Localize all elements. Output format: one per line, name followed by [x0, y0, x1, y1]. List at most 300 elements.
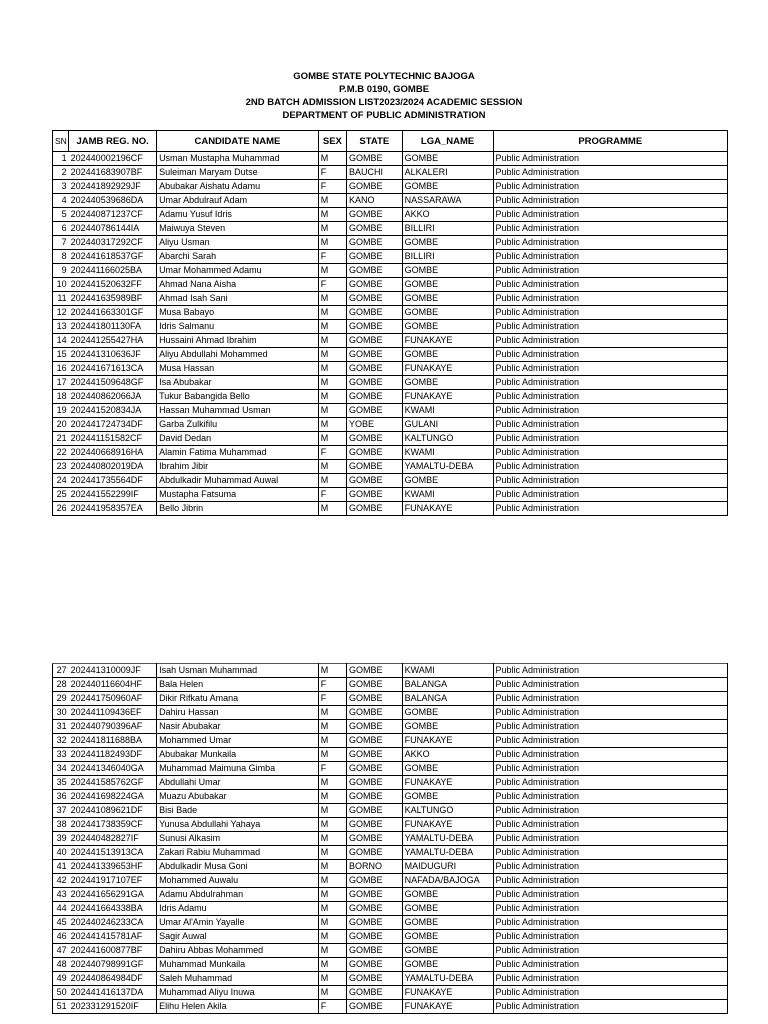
cell-jamb-reg-no: 202441255427HA	[69, 334, 157, 348]
cell-candidate-name: Abarchi Sarah	[157, 250, 319, 264]
cell-lga-name: MAIDUGURI	[402, 860, 493, 874]
table-row	[53, 362, 728, 376]
cell-jamb-reg-no: 202441415781AF	[69, 930, 157, 944]
cell-jamb-reg-no: 202441917107EF	[69, 874, 157, 888]
cell-programme: Public Administration	[493, 390, 727, 404]
cell-lga-name: GOMBE	[402, 762, 493, 776]
cell-jamb-reg-no: 202441585762GF	[69, 776, 157, 790]
cell-candidate-name: Bala Helen	[157, 678, 319, 692]
cell-state: GOMBE	[347, 958, 403, 972]
cell-lga-name: FUNAKAYE	[402, 502, 493, 516]
cell-state: GOMBE	[347, 376, 403, 390]
cell-sex: M	[318, 348, 346, 362]
cell-candidate-name: Muhammad Maimuna Gimba	[157, 762, 319, 776]
cell-programme: Public Administration	[493, 720, 727, 734]
cell-sex: M	[318, 264, 346, 278]
cell-programme: Public Administration	[493, 706, 727, 720]
table-row	[53, 916, 728, 930]
cell-state: GOMBE	[347, 846, 403, 860]
cell-state: GOMBE	[347, 152, 403, 166]
cell-jamb-reg-no: 202441509648GF	[69, 376, 157, 390]
cell-sn: 3	[53, 180, 69, 194]
cell-jamb-reg-no: 202441339653HF	[69, 860, 157, 874]
cell-candidate-name: Isa Abubakar	[157, 376, 319, 390]
cell-state: GOMBE	[347, 748, 403, 762]
cell-jamb-reg-no: 202441635989BF	[69, 292, 157, 306]
cell-candidate-name: Alamin Fatima Muhammad	[157, 446, 319, 460]
table-body	[53, 152, 728, 516]
cell-jamb-reg-no: 202440668916HA	[69, 446, 157, 460]
table-row	[53, 832, 728, 846]
cell-jamb-reg-no: 202441151582CF	[69, 432, 157, 446]
table-row	[53, 334, 728, 348]
cell-programme: Public Administration	[493, 1000, 727, 1014]
cell-sn: 42	[53, 874, 69, 888]
cell-jamb-reg-no: 202441416137DA	[69, 986, 157, 1000]
cell-sn: 30	[53, 706, 69, 720]
cell-lga-name: NAFADA/BAJOGA	[402, 874, 493, 888]
cell-programme: Public Administration	[493, 264, 727, 278]
document-header	[0, 70, 768, 122]
cell-programme: Public Administration	[493, 762, 727, 776]
cell-programme: Public Administration	[493, 194, 727, 208]
cell-lga-name: GOMBE	[402, 180, 493, 194]
cell-candidate-name: Usman Mustapha Muhammad	[157, 152, 319, 166]
cell-programme: Public Administration	[493, 222, 727, 236]
cell-lga-name: AKKO	[402, 748, 493, 762]
table-row	[53, 706, 728, 720]
cell-lga-name: GOMBE	[402, 888, 493, 902]
cell-candidate-name: Muazu Abubakar	[157, 790, 319, 804]
table-row	[53, 264, 728, 278]
cell-lga-name: FUNAKAYE	[402, 362, 493, 376]
table-row	[53, 432, 728, 446]
cell-state: GOMBE	[347, 1000, 403, 1014]
cell-state: GOMBE	[347, 180, 403, 194]
table-row	[53, 818, 728, 832]
cell-sn: 34	[53, 762, 69, 776]
cell-sn: 45	[53, 916, 69, 930]
cell-sex: M	[318, 958, 346, 972]
cell-lga-name: GOMBE	[402, 720, 493, 734]
table-row	[53, 874, 728, 888]
cell-sex: M	[318, 292, 346, 306]
cell-state: GOMBE	[347, 776, 403, 790]
cell-lga-name: GOMBE	[402, 958, 493, 972]
table-row	[53, 208, 728, 222]
cell-sex: M	[318, 502, 346, 516]
cell-sex: F	[318, 180, 346, 194]
cell-sn: 39	[53, 832, 69, 846]
cell-sex: M	[318, 152, 346, 166]
cell-lga-name: GOMBE	[402, 348, 493, 362]
cell-programme: Public Administration	[493, 292, 727, 306]
institution-address: P.M.B 0190, GOMBE	[338, 84, 430, 95]
cell-state: GOMBE	[347, 236, 403, 250]
cell-candidate-name: Maiwuya Steven	[157, 222, 319, 236]
cell-lga-name: BILLIRI	[402, 222, 493, 236]
table-row	[53, 390, 728, 404]
cell-programme: Public Administration	[493, 432, 727, 446]
table-body	[53, 664, 728, 1014]
cell-sex: M	[318, 902, 346, 916]
cell-sex: M	[318, 972, 346, 986]
cell-lga-name: GOMBE	[402, 278, 493, 292]
cell-jamb-reg-no: 202441811688BA	[69, 734, 157, 748]
cell-state: GOMBE	[347, 804, 403, 818]
cell-jamb-reg-no: 202440482827IF	[69, 832, 157, 846]
cell-state: GOMBE	[347, 474, 403, 488]
cell-candidate-name: Mustapha Fatsuma	[157, 488, 319, 502]
table-row	[53, 748, 728, 762]
cell-jamb-reg-no: 202441182493DF	[69, 748, 157, 762]
cell-sex: M	[318, 474, 346, 488]
table-row	[53, 972, 728, 986]
cell-sex: M	[318, 720, 346, 734]
cell-lga-name: GOMBE	[402, 916, 493, 930]
cell-sn: 43	[53, 888, 69, 902]
cell-lga-name: KWAMI	[402, 446, 493, 460]
cell-jamb-reg-no: 202441520834JA	[69, 404, 157, 418]
cell-candidate-name: Adamu Abdulrahman	[157, 888, 319, 902]
table-header-row	[53, 131, 728, 152]
cell-programme: Public Administration	[493, 376, 727, 390]
cell-programme: Public Administration	[493, 502, 727, 516]
cell-jamb-reg-no: 202441520632FF	[69, 278, 157, 292]
cell-candidate-name: Umar Al'Amin Yayalle	[157, 916, 319, 930]
cell-candidate-name: Ibrahim Jibir	[157, 460, 319, 474]
cell-jamb-reg-no: 202440116604HF	[69, 678, 157, 692]
cell-candidate-name: David Dedan	[157, 432, 319, 446]
cell-sn: 44	[53, 902, 69, 916]
cell-sex: M	[318, 790, 346, 804]
column-header-sn: SN	[53, 131, 69, 152]
cell-candidate-name: Sagir Auwal	[157, 930, 319, 944]
cell-candidate-name: Bisi Bade	[157, 804, 319, 818]
cell-programme: Public Administration	[493, 734, 727, 748]
cell-jamb-reg-no: 202441683907BF	[69, 166, 157, 180]
cell-lga-name: GOMBE	[402, 790, 493, 804]
cell-state: BORNO	[347, 860, 403, 874]
cell-jamb-reg-no: 202441513913CA	[69, 846, 157, 860]
cell-jamb-reg-no: 202441801130FA	[69, 320, 157, 334]
cell-sn: 14	[53, 334, 69, 348]
cell-programme: Public Administration	[493, 250, 727, 264]
cell-sex: M	[318, 460, 346, 474]
cell-programme: Public Administration	[493, 944, 727, 958]
table-row	[53, 502, 728, 516]
cell-sn: 15	[53, 348, 69, 362]
cell-sex: M	[318, 432, 346, 446]
cell-state: GOMBE	[347, 292, 403, 306]
table-row	[53, 944, 728, 958]
cell-candidate-name: Abubakar Aishatu Adamu	[157, 180, 319, 194]
cell-sn: 2	[53, 166, 69, 180]
table-row	[53, 166, 728, 180]
cell-lga-name: KALTUNGO	[402, 432, 493, 446]
cell-lga-name: BILLIRI	[402, 250, 493, 264]
cell-sn: 40	[53, 846, 69, 860]
cell-jamb-reg-no: 202440864984DF	[69, 972, 157, 986]
cell-sn: 46	[53, 930, 69, 944]
cell-lga-name: FUNAKAYE	[402, 776, 493, 790]
cell-candidate-name: Saleh Muhammad	[157, 972, 319, 986]
cell-state: GOMBE	[347, 488, 403, 502]
cell-programme: Public Administration	[493, 488, 727, 502]
cell-jamb-reg-no: 202331291520IF	[69, 1000, 157, 1014]
cell-jamb-reg-no: 202441671613CA	[69, 362, 157, 376]
cell-candidate-name: Aliyu Abdullahi Mohammed	[157, 348, 319, 362]
cell-sex: M	[318, 236, 346, 250]
cell-sex: F	[318, 488, 346, 502]
cell-state: GOMBE	[347, 664, 403, 678]
cell-sn: 13	[53, 320, 69, 334]
cell-jamb-reg-no: 202441958357EA	[69, 502, 157, 516]
cell-programme: Public Administration	[493, 748, 727, 762]
cell-sex: F	[318, 678, 346, 692]
cell-jamb-reg-no: 202440002196CF	[69, 152, 157, 166]
cell-jamb-reg-no: 202440802019DA	[69, 460, 157, 474]
table-row	[53, 986, 728, 1000]
cell-programme: Public Administration	[493, 348, 727, 362]
cell-sex: M	[318, 208, 346, 222]
cell-jamb-reg-no: 202441166025BA	[69, 264, 157, 278]
cell-lga-name: ALKALERI	[402, 166, 493, 180]
cell-candidate-name: Mohammed Auwalu	[157, 874, 319, 888]
table-row	[53, 194, 728, 208]
table-row	[53, 902, 728, 916]
table-row	[53, 776, 728, 790]
cell-state: KANO	[347, 194, 403, 208]
cell-sex: M	[318, 986, 346, 1000]
cell-candidate-name: Nasir Abubakar	[157, 720, 319, 734]
cell-lga-name: GOMBE	[402, 474, 493, 488]
cell-programme: Public Administration	[493, 916, 727, 930]
admission-table-page1	[52, 130, 728, 516]
cell-candidate-name: Isah Usman Muhammad	[157, 664, 319, 678]
cell-sex: M	[318, 334, 346, 348]
table-row	[53, 306, 728, 320]
cell-jamb-reg-no: 202440790396AF	[69, 720, 157, 734]
cell-lga-name: YAMALTU-DEBA	[402, 460, 493, 474]
cell-programme: Public Administration	[493, 446, 727, 460]
table-row	[53, 958, 728, 972]
table-row	[53, 250, 728, 264]
cell-candidate-name: Zakari Rabiu Muhammad	[157, 846, 319, 860]
cell-sex: M	[318, 404, 346, 418]
cell-candidate-name: Abdulkadir Musa Goni	[157, 860, 319, 874]
cell-candidate-name: Mohammed Umar	[157, 734, 319, 748]
cell-sex: M	[318, 874, 346, 888]
cell-programme: Public Administration	[493, 804, 727, 818]
table-row	[53, 860, 728, 874]
cell-state: GOMBE	[347, 930, 403, 944]
cell-sn: 12	[53, 306, 69, 320]
cell-programme: Public Administration	[493, 930, 727, 944]
cell-sex: M	[318, 804, 346, 818]
cell-jamb-reg-no: 202441735564DF	[69, 474, 157, 488]
cell-sex: F	[318, 166, 346, 180]
cell-state: GOMBE	[347, 250, 403, 264]
cell-sex: M	[318, 832, 346, 846]
cell-lga-name: FUNAKAYE	[402, 1000, 493, 1014]
table-row	[53, 1000, 728, 1014]
cell-programme: Public Administration	[493, 776, 727, 790]
institution-name: GOMBE STATE POLYTECHNIC BAJOGA	[293, 71, 475, 82]
cell-state: GOMBE	[347, 678, 403, 692]
cell-jamb-reg-no: 202441664338BA	[69, 902, 157, 916]
cell-sn: 4	[53, 194, 69, 208]
cell-sn: 41	[53, 860, 69, 874]
cell-state: GOMBE	[347, 902, 403, 916]
cell-candidate-name: Umar Mohammed Adamu	[157, 264, 319, 278]
table-row	[53, 888, 728, 902]
cell-jamb-reg-no: 202441109436EF	[69, 706, 157, 720]
cell-programme: Public Administration	[493, 790, 727, 804]
cell-candidate-name: Dahiru Hassan	[157, 706, 319, 720]
table-row	[53, 678, 728, 692]
cell-programme: Public Administration	[493, 334, 727, 348]
cell-state: GOMBE	[347, 762, 403, 776]
cell-sn: 5	[53, 208, 69, 222]
cell-candidate-name: Bello Jibrin	[157, 502, 319, 516]
cell-jamb-reg-no: 202441618537GF	[69, 250, 157, 264]
cell-programme: Public Administration	[493, 986, 727, 1000]
cell-sex: M	[318, 222, 346, 236]
cell-state: GOMBE	[347, 404, 403, 418]
cell-jamb-reg-no: 202440246233CA	[69, 916, 157, 930]
cell-programme: Public Administration	[493, 972, 727, 986]
table-row	[53, 236, 728, 250]
cell-candidate-name: Musa Babayo	[157, 306, 319, 320]
cell-state: BAUCHI	[347, 166, 403, 180]
cell-candidate-name: Garba Zulkifilu	[157, 418, 319, 432]
table-row	[53, 292, 728, 306]
cell-jamb-reg-no: 202441656291GA	[69, 888, 157, 902]
cell-candidate-name: Hussaini Ahmad Ibrahim	[157, 334, 319, 348]
cell-lga-name: KALTUNGO	[402, 804, 493, 818]
cell-programme: Public Administration	[493, 208, 727, 222]
table-row	[53, 488, 728, 502]
cell-jamb-reg-no: 202440798991GF	[69, 958, 157, 972]
cell-state: GOMBE	[347, 320, 403, 334]
cell-jamb-reg-no: 202441663301GF	[69, 306, 157, 320]
cell-candidate-name: Adamu Yusuf Idris	[157, 208, 319, 222]
cell-lga-name: GOMBE	[402, 264, 493, 278]
cell-sn: 22	[53, 446, 69, 460]
cell-lga-name: GOMBE	[402, 292, 493, 306]
cell-sn: 9	[53, 264, 69, 278]
cell-lga-name: GOMBE	[402, 706, 493, 720]
cell-candidate-name: Sunusi Alkasim	[157, 832, 319, 846]
table-row	[53, 692, 728, 706]
table-row	[53, 474, 728, 488]
cell-state: GOMBE	[347, 278, 403, 292]
table-row	[53, 790, 728, 804]
cell-state: GOMBE	[347, 222, 403, 236]
cell-sn: 10	[53, 278, 69, 292]
cell-sn: 11	[53, 292, 69, 306]
list-title: 2ND BATCH ADMISSION LIST2023/2024 ACADEMIC SESSION	[245, 97, 523, 108]
cell-lga-name: FUNAKAYE	[402, 734, 493, 748]
cell-lga-name: KWAMI	[402, 664, 493, 678]
cell-sn: 19	[53, 404, 69, 418]
cell-state: GOMBE	[347, 888, 403, 902]
cell-lga-name: GOMBE	[402, 236, 493, 250]
cell-state: GOMBE	[347, 790, 403, 804]
cell-sex: M	[318, 390, 346, 404]
cell-sex: M	[318, 320, 346, 334]
cell-lga-name: YAMALTU-DEBA	[402, 832, 493, 846]
cell-programme: Public Administration	[493, 692, 727, 706]
cell-candidate-name: Aliyu Usman	[157, 236, 319, 250]
cell-sn: 51	[53, 1000, 69, 1014]
cell-lga-name: GOMBE	[402, 930, 493, 944]
cell-jamb-reg-no: 202440539686DA	[69, 194, 157, 208]
cell-programme: Public Administration	[493, 418, 727, 432]
cell-sn: 31	[53, 720, 69, 734]
cell-lga-name: FUNAKAYE	[402, 390, 493, 404]
cell-state: GOMBE	[347, 818, 403, 832]
cell-lga-name: GOMBE	[402, 944, 493, 958]
cell-programme: Public Administration	[493, 320, 727, 334]
cell-candidate-name: Umar Abdulrauf Adam	[157, 194, 319, 208]
cell-programme: Public Administration	[493, 362, 727, 376]
cell-sex: M	[318, 888, 346, 902]
cell-programme: Public Administration	[493, 678, 727, 692]
cell-sn: 35	[53, 776, 69, 790]
cell-sn: 6	[53, 222, 69, 236]
cell-lga-name: GOMBE	[402, 152, 493, 166]
cell-sex: M	[318, 776, 346, 790]
cell-programme: Public Administration	[493, 846, 727, 860]
cell-candidate-name: Suleiman Maryam Dutse	[157, 166, 319, 180]
cell-state: GOMBE	[347, 306, 403, 320]
cell-sex: M	[318, 306, 346, 320]
cell-sex: F	[318, 446, 346, 460]
table-row	[53, 762, 728, 776]
cell-sex: M	[318, 376, 346, 390]
table-row	[53, 804, 728, 818]
cell-lga-name: YAMALTU-DEBA	[402, 972, 493, 986]
table-row	[53, 418, 728, 432]
cell-sn: 7	[53, 236, 69, 250]
cell-lga-name: NASSARAWA	[402, 194, 493, 208]
cell-lga-name: YAMALTU-DEBA	[402, 846, 493, 860]
cell-sex: M	[318, 944, 346, 958]
cell-jamb-reg-no: 202441738359CF	[69, 818, 157, 832]
cell-sn: 50	[53, 986, 69, 1000]
cell-sex: M	[318, 748, 346, 762]
cell-sex: M	[318, 860, 346, 874]
table-row	[53, 664, 728, 678]
cell-lga-name: FUNAKAYE	[402, 986, 493, 1000]
cell-programme: Public Administration	[493, 460, 727, 474]
cell-candidate-name: Abdulkadir Muhammad Auwal	[157, 474, 319, 488]
cell-programme: Public Administration	[493, 166, 727, 180]
cell-sn: 23	[53, 460, 69, 474]
column-header-candidate-name: CANDIDATE NAME	[157, 131, 319, 152]
cell-programme: Public Administration	[493, 404, 727, 418]
cell-candidate-name: Muhammad Munkaila	[157, 958, 319, 972]
cell-sn: 36	[53, 790, 69, 804]
cell-lga-name: BALANGA	[402, 692, 493, 706]
cell-jamb-reg-no: 202440871237CF	[69, 208, 157, 222]
cell-state: GOMBE	[347, 334, 403, 348]
cell-candidate-name: Muhammad Aliyu Inuwa	[157, 986, 319, 1000]
cell-sex: M	[318, 194, 346, 208]
cell-lga-name: KWAMI	[402, 488, 493, 502]
